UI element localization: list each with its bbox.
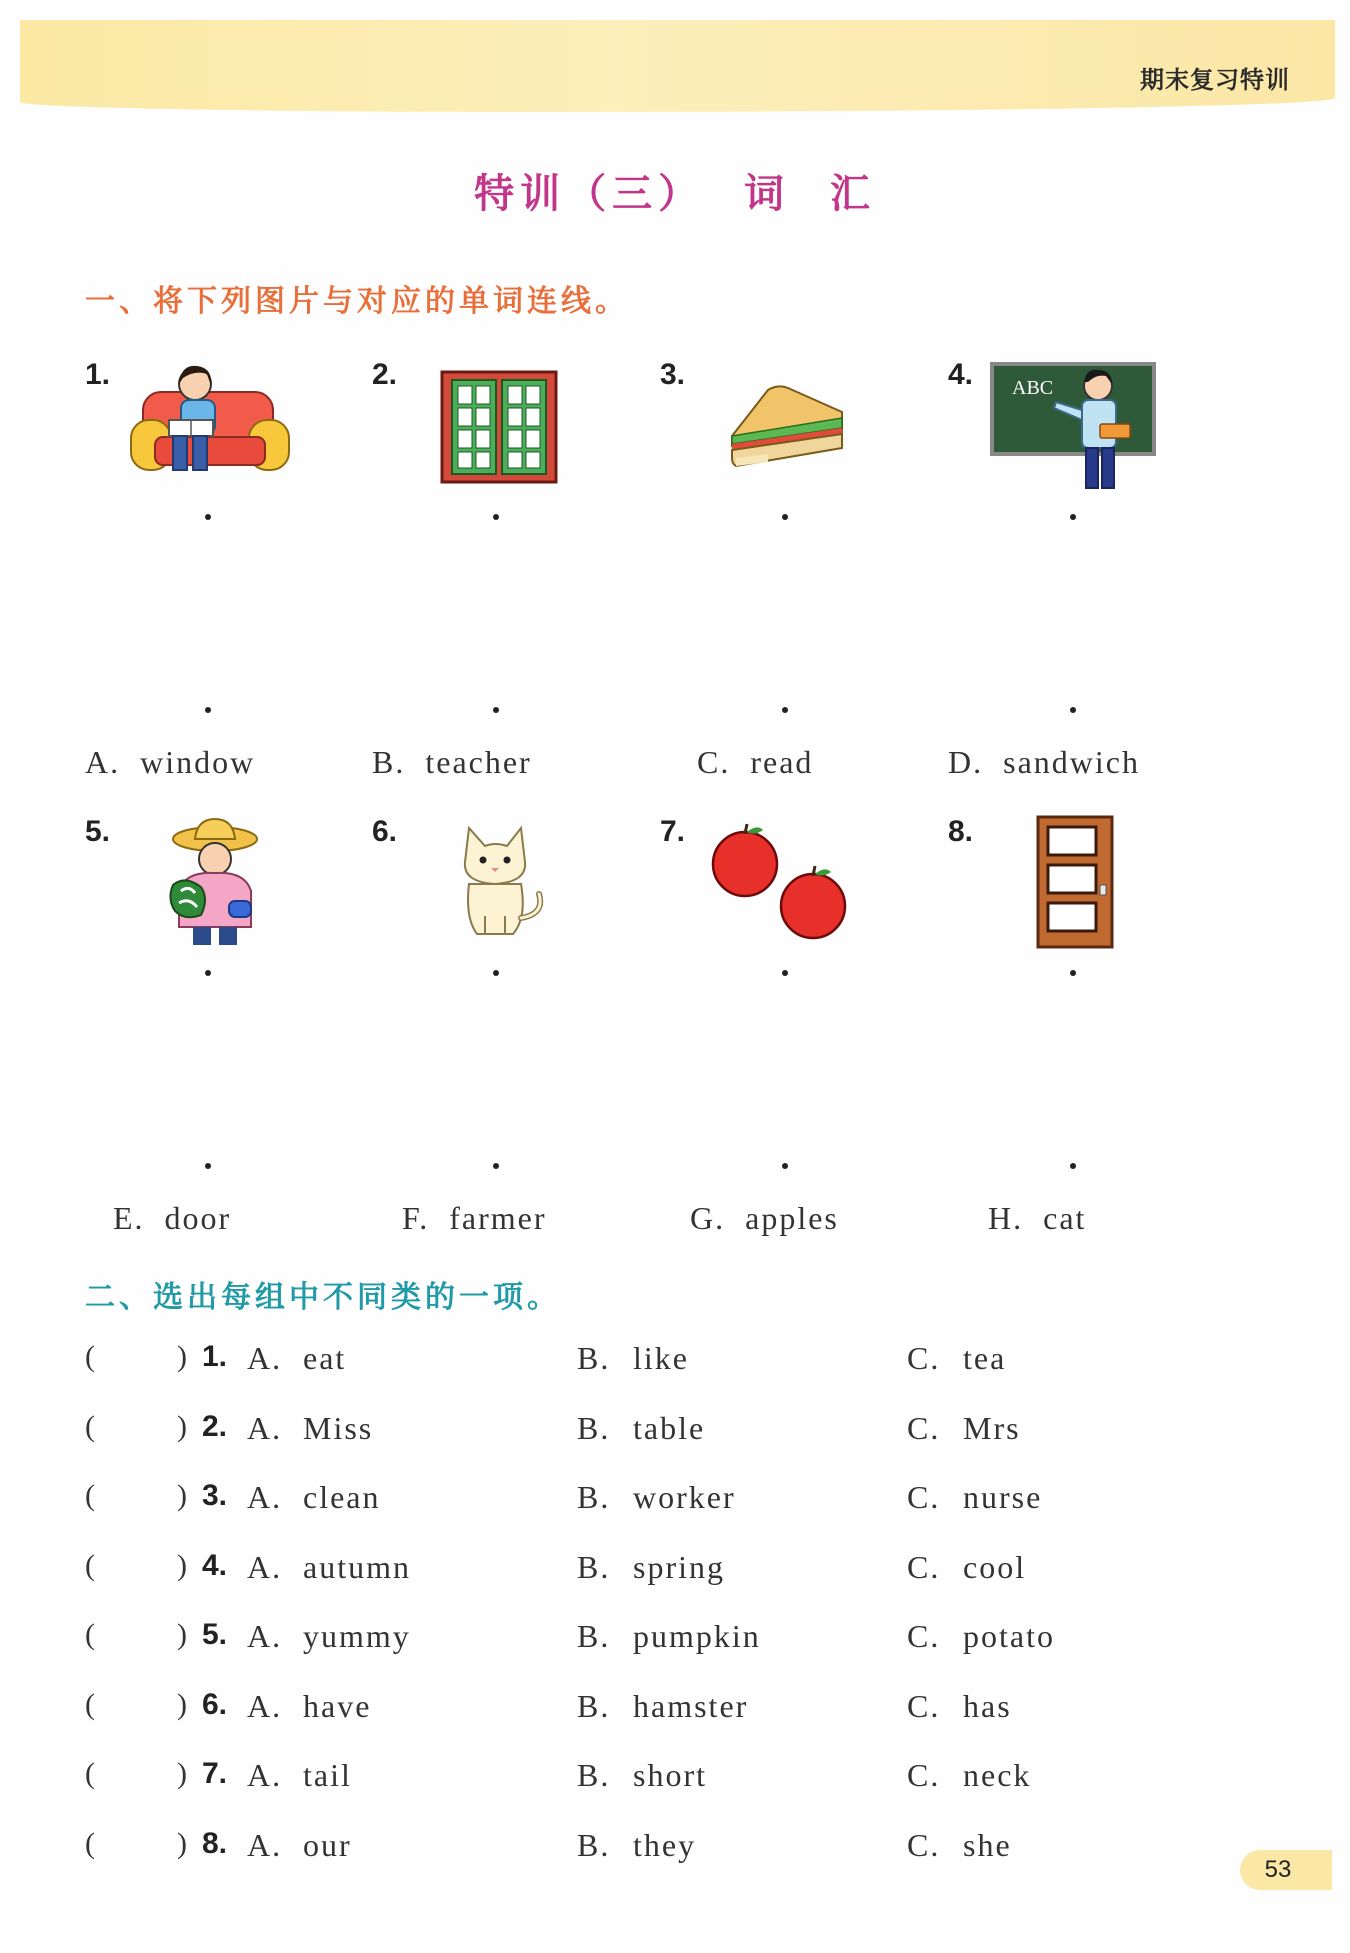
option-c: C. potato <box>907 1618 1055 1654</box>
option-b: B. like <box>577 1340 689 1376</box>
option-c: C. tea <box>907 1340 1007 1376</box>
question-number: 1. <box>202 1340 228 1373</box>
answer-blank[interactable]: ( ) <box>85 1688 187 1721</box>
match-word: F. farmer <box>402 1200 547 1236</box>
match-word: G. apples <box>690 1200 839 1236</box>
question-row <box>0 1549 1350 1589</box>
match-dot[interactable] <box>205 970 211 976</box>
option-a: A. our <box>247 1827 352 1863</box>
match-word: B. teacher <box>372 744 532 780</box>
answer-blank[interactable]: ( ) <box>85 1618 187 1651</box>
match-dot[interactable] <box>493 707 499 713</box>
match-dot[interactable] <box>1070 970 1076 976</box>
item-number: 8. <box>948 815 974 848</box>
header-banner <box>20 20 1335 112</box>
match-dot[interactable] <box>782 514 788 520</box>
item-number: 7. <box>660 815 686 848</box>
option-b: B. they <box>577 1827 697 1863</box>
option-a: A. Miss <box>247 1410 374 1446</box>
item-number: 2. <box>372 358 398 391</box>
answer-blank[interactable]: ( ) <box>85 1479 187 1512</box>
question-row <box>0 1340 1350 1380</box>
girl-reading-on-sofa-icon <box>125 362 295 482</box>
match-word: D. sandwich <box>948 744 1140 780</box>
option-a: A. autumn <box>247 1549 411 1585</box>
answer-blank[interactable]: ( ) <box>85 1340 187 1373</box>
option-b: B. pumpkin <box>577 1618 761 1654</box>
item-number: 1. <box>85 358 111 391</box>
option-b: B. spring <box>577 1549 725 1585</box>
answer-blank[interactable]: ( ) <box>85 1757 187 1790</box>
series-label: 期末复习特训 <box>1140 66 1290 94</box>
question-number: 8. <box>202 1827 228 1860</box>
option-c: C. nurse <box>907 1479 1043 1515</box>
section-2-heading: 二、选出每组中不同类的一项。 <box>85 1280 561 1315</box>
item-number: 4. <box>948 358 974 391</box>
match-dot[interactable] <box>1070 514 1076 520</box>
match-word: H. cat <box>988 1200 1087 1236</box>
question-number: 5. <box>202 1618 228 1651</box>
match-dot[interactable] <box>205 707 211 713</box>
option-c: C. Mrs <box>907 1410 1021 1446</box>
answer-blank[interactable]: ( ) <box>85 1410 187 1443</box>
question-row <box>0 1410 1350 1450</box>
match-dot[interactable] <box>493 1163 499 1169</box>
match-word: A. window <box>85 744 256 780</box>
match-dot[interactable] <box>493 514 499 520</box>
item-number: 5. <box>85 815 111 848</box>
page-number: 53 <box>1240 1850 1332 1890</box>
question-number: 3. <box>202 1479 228 1512</box>
blackboard-text: ABC <box>1012 377 1054 399</box>
apples-icon <box>705 822 855 942</box>
match-dot[interactable] <box>205 1163 211 1169</box>
question-number: 4. <box>202 1549 228 1582</box>
option-a: A. eat <box>247 1340 347 1376</box>
option-a: A. yummy <box>247 1618 411 1654</box>
match-word: E. door <box>113 1200 232 1236</box>
question-row <box>0 1618 1350 1658</box>
question-number: 7. <box>202 1757 228 1790</box>
option-b: B. short <box>577 1757 707 1793</box>
question-row <box>0 1827 1350 1867</box>
question-row <box>0 1757 1350 1797</box>
section-1-heading: 一、将下列图片与对应的单词连线。 <box>85 284 629 319</box>
match-dot[interactable] <box>1070 707 1076 713</box>
option-b: B. table <box>577 1410 706 1446</box>
option-a: A. have <box>247 1688 372 1724</box>
option-b: B. worker <box>577 1479 736 1515</box>
page-title: 特训（三） 词 汇 <box>474 171 876 217</box>
option-b: B. hamster <box>577 1688 749 1724</box>
option-c: C. has <box>907 1688 1012 1724</box>
teacher-at-blackboard-icon <box>990 362 1156 494</box>
match-dot[interactable] <box>782 707 788 713</box>
question-number: 2. <box>202 1410 228 1443</box>
farmer-icon <box>165 815 265 949</box>
cat-icon <box>455 822 545 940</box>
question-number: 6. <box>202 1688 228 1721</box>
option-c: C. neck <box>907 1757 1032 1793</box>
answer-blank[interactable]: ( ) <box>85 1827 187 1860</box>
question-row <box>0 1688 1350 1728</box>
option-c: C. cool <box>907 1549 1027 1585</box>
option-a: A. clean <box>247 1479 381 1515</box>
answer-blank[interactable]: ( ) <box>85 1549 187 1582</box>
sandwich-icon <box>728 384 848 474</box>
option-c: C. she <box>907 1827 1012 1863</box>
door-icon <box>1036 815 1114 949</box>
window-icon <box>440 370 558 484</box>
match-dot[interactable] <box>205 514 211 520</box>
match-dot[interactable] <box>1070 1163 1076 1169</box>
match-dot[interactable] <box>493 970 499 976</box>
match-dot[interactable] <box>782 970 788 976</box>
question-row <box>0 1479 1350 1519</box>
match-dot[interactable] <box>782 1163 788 1169</box>
item-number: 3. <box>660 358 686 391</box>
match-word: C. read <box>697 744 814 780</box>
item-number: 6. <box>372 815 398 848</box>
option-a: A. tail <box>247 1757 352 1793</box>
